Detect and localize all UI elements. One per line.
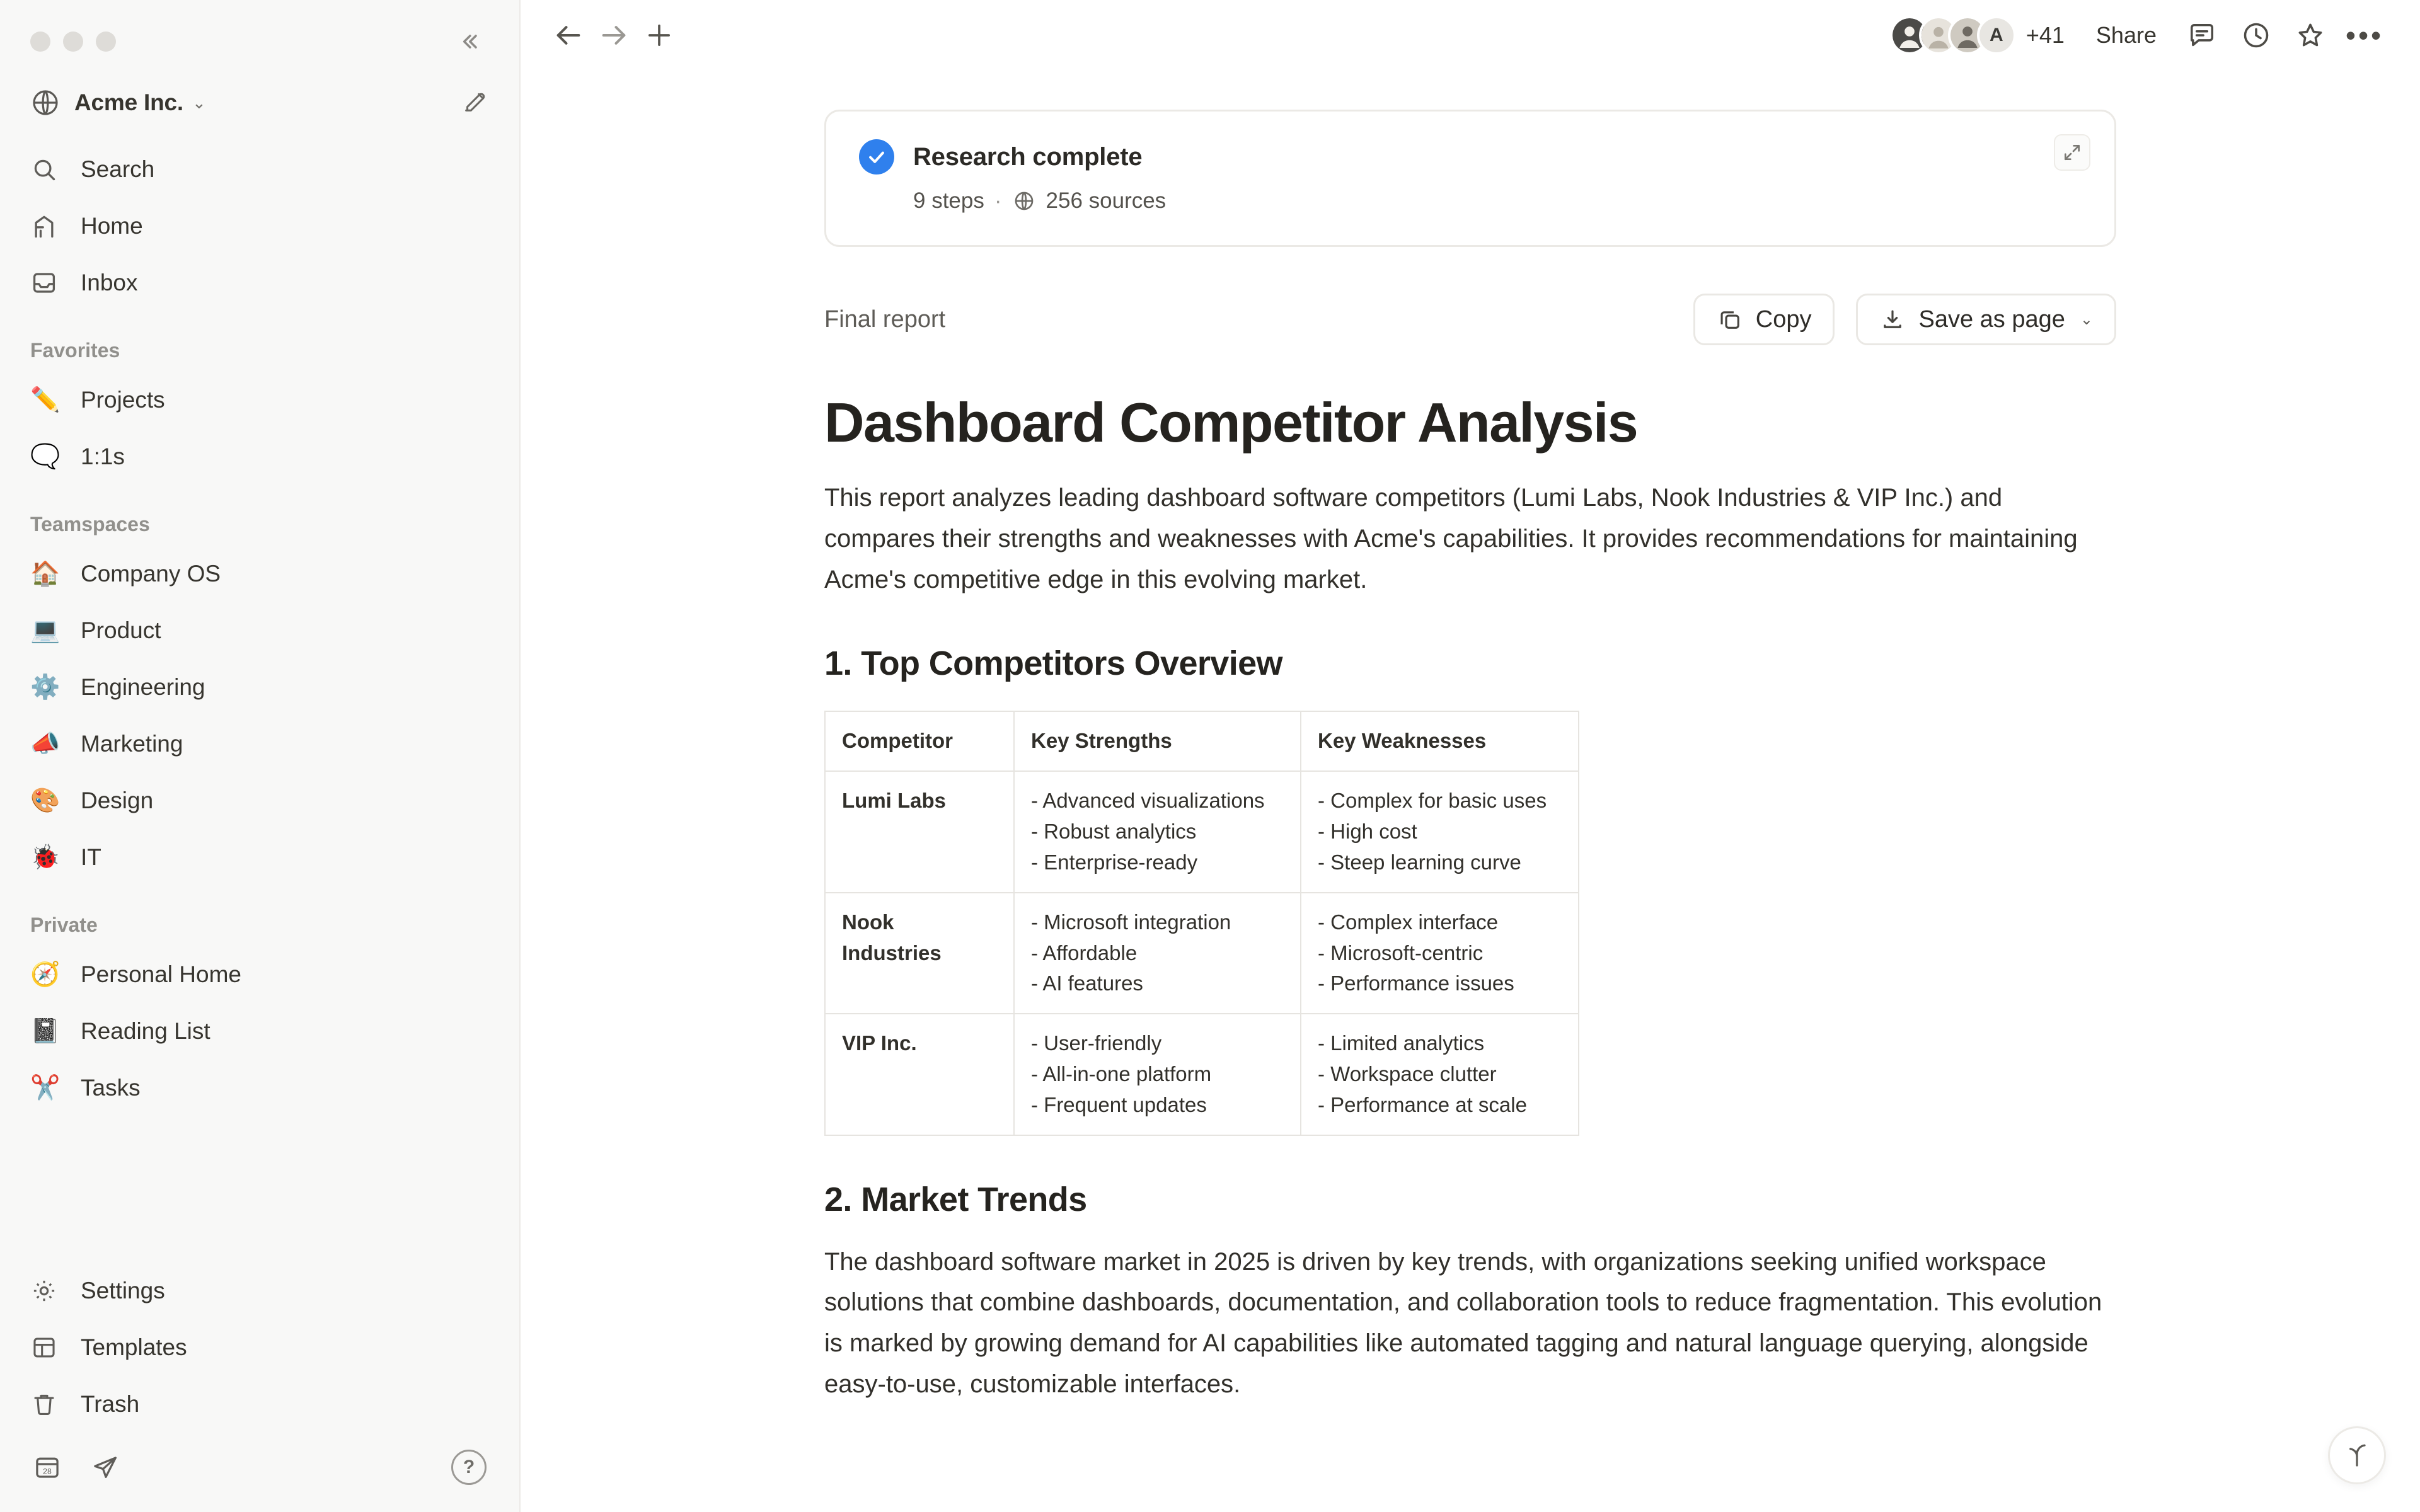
sidebar-item-reading-list[interactable] xyxy=(0,1003,519,1060)
sidebar-utility-bar xyxy=(0,1433,519,1502)
sidebar-item-label: Trash xyxy=(81,1391,140,1417)
house-icon: 🏠 xyxy=(30,561,60,587)
list-item: - Advanced visualizations xyxy=(1031,789,1265,813)
chevron-down-icon[interactable]: ⌄ xyxy=(2080,311,2093,328)
arrow-left-icon[interactable] xyxy=(546,13,591,58)
sidebar-item-projects[interactable] xyxy=(0,372,519,428)
sidebar-item-company-os[interactable] xyxy=(0,546,519,602)
notebook-icon: 📓 xyxy=(30,1018,60,1045)
svg-text:28: 28 xyxy=(43,1467,52,1476)
list-item: - Performance at scale xyxy=(1318,1092,1527,1116)
sidebar-item-home[interactable] xyxy=(0,198,519,255)
section-2-paragraph: The dashboard software market in 2025 is driven by key trends, with organizations seeking unified workspace solutions that combine dashboards, documentation, and collaboration tools to reduce fragmentation. This evolution is marked by growing demand for AI capabilities like automated tagging and natural language querying, alongside easy-to-use, customizable interfaces. xyxy=(824,1247,2102,1399)
sidebar-item-label: Home xyxy=(81,213,143,239)
list-item: - Limited analytics xyxy=(1318,1031,1485,1055)
home-icon xyxy=(30,212,63,240)
table-header-cell: Key Strengths xyxy=(1014,711,1301,771)
plus-icon[interactable] xyxy=(637,13,682,58)
collapse-sidebar-icon[interactable] xyxy=(451,24,487,59)
paper-plane-icon[interactable] xyxy=(91,1453,120,1482)
expand-icon[interactable] xyxy=(2054,134,2090,171)
maximize-window-button[interactable] xyxy=(96,32,116,52)
list-item: - Complex for basic uses xyxy=(1318,789,1547,813)
document-scroll-area[interactable] xyxy=(521,71,2420,1512)
help-icon[interactable]: ? xyxy=(451,1450,487,1485)
list-item: - Microsoft integration xyxy=(1031,910,1231,934)
table-header-row xyxy=(825,711,1579,771)
templates-icon xyxy=(30,1334,63,1361)
compose-icon[interactable] xyxy=(461,86,494,119)
palette-icon: 🎨 xyxy=(30,788,60,814)
globe-icon xyxy=(1012,189,1036,213)
sidebar-item-label: Company OS xyxy=(81,561,221,587)
sidebar-item-label: Personal Home xyxy=(81,961,242,987)
copy-label: Copy xyxy=(1755,306,1812,333)
competitor-name: Nook Industries xyxy=(825,893,1014,1014)
page-title: Dashboard Competitor Analysis xyxy=(824,391,1638,454)
workspace-name: Acme Inc. xyxy=(74,89,183,115)
research-status-meta xyxy=(913,188,2082,214)
table-row xyxy=(825,1014,1579,1135)
sidebar-item-label: Tasks xyxy=(81,1075,141,1101)
ai-sparkle-icon[interactable] xyxy=(2328,1426,2386,1484)
minimize-window-button[interactable] xyxy=(63,32,83,52)
list-item: - Frequent updates xyxy=(1031,1092,1207,1116)
sidebar-item-label: Design xyxy=(81,788,154,813)
sidebar-item-engineering[interactable] xyxy=(0,659,519,716)
sidebar-item-design[interactable] xyxy=(0,772,519,829)
competitor-weaknesses xyxy=(1301,771,1579,892)
pencil-icon: ✏️ xyxy=(30,387,60,413)
final-report-label: Final report xyxy=(824,306,946,333)
list-item: - Steep learning curve xyxy=(1318,850,1521,874)
list-item: - Microsoft-centric xyxy=(1318,941,1484,965)
sidebar-item-settings[interactable] xyxy=(0,1263,519,1319)
competitor-table xyxy=(824,711,1579,1135)
table-header-cell: Competitor xyxy=(825,711,1014,771)
star-icon[interactable] xyxy=(2291,16,2329,54)
table-row xyxy=(825,893,1579,1014)
competitor-strengths xyxy=(1014,771,1301,892)
sidebar-item-label: Marketing xyxy=(81,731,183,757)
scissors-icon: ✂️ xyxy=(30,1075,60,1101)
competitor-strengths xyxy=(1014,893,1301,1014)
sidebar-item-label: Templates xyxy=(81,1334,187,1360)
document-content xyxy=(824,71,2116,1405)
laptop-icon: 💻 xyxy=(30,617,60,644)
report-action-bar xyxy=(824,294,2116,345)
sidebar-section-favorites: Favorites xyxy=(30,338,120,362)
report-buttons xyxy=(1693,294,2116,345)
sidebar xyxy=(0,0,521,1512)
sidebar-item-1on1s[interactable] xyxy=(0,428,519,485)
avatar[interactable]: A xyxy=(1977,16,2016,55)
sidebar-item-label: Settings xyxy=(81,1278,165,1303)
list-item: - Workspace clutter xyxy=(1318,1062,1497,1086)
list-item: - Affordable xyxy=(1031,941,1138,965)
sidebar-item-label: Engineering xyxy=(81,674,205,700)
gear-icon xyxy=(30,1277,63,1305)
sidebar-item-label: Projects xyxy=(81,387,165,413)
research-status-title: Research complete xyxy=(913,142,1143,171)
competitor-strengths xyxy=(1014,1014,1301,1135)
check-circle-icon xyxy=(859,139,894,175)
sidebar-item-label: Reading List xyxy=(81,1018,210,1044)
list-item: - Enterprise-ready xyxy=(1031,850,1198,874)
sidebar-item-marketing[interactable] xyxy=(0,716,519,772)
collaborator-avatars[interactable] xyxy=(1890,16,2016,55)
clock-icon[interactable] xyxy=(2237,16,2275,54)
speech-bubble-icon: 🗨️ xyxy=(30,444,60,470)
search-icon xyxy=(30,156,63,183)
research-status-card xyxy=(824,110,2116,247)
list-item: - Performance issues xyxy=(1318,971,1514,995)
sidebar-item-search[interactable] xyxy=(0,141,519,198)
toolbar-right xyxy=(1890,14,2383,56)
list-item: - Robust analytics xyxy=(1031,820,1197,844)
sidebar-item-it[interactable] xyxy=(0,829,519,886)
competitor-name: VIP Inc. xyxy=(825,1014,1014,1135)
research-sources-count: 256 sources xyxy=(1046,188,1167,213)
gear-emoji-icon: ⚙️ xyxy=(30,674,60,701)
copy-button[interactable] xyxy=(1693,294,1835,345)
list-item: - All-in-one platform xyxy=(1031,1062,1212,1086)
inbox-icon xyxy=(30,269,63,297)
sidebar-item-label: Inbox xyxy=(81,270,138,295)
research-steps-count: 9 steps xyxy=(913,188,984,213)
main-area xyxy=(521,0,2420,1512)
share-button[interactable]: Share xyxy=(2095,22,2157,48)
sidebar-item-inbox[interactable] xyxy=(0,255,519,311)
competitor-weaknesses xyxy=(1301,1014,1579,1135)
primary-nav xyxy=(0,141,519,311)
bug-icon: 🐞 xyxy=(30,844,60,871)
research-status-header xyxy=(859,139,2082,175)
sidebar-item-trash[interactable] xyxy=(0,1376,519,1433)
avatar-overflow-count[interactable]: +41 xyxy=(2025,22,2065,48)
comment-icon[interactable] xyxy=(2183,16,2221,54)
sidebar-section-private: Private xyxy=(30,913,98,936)
table-header-cell: Key Weaknesses xyxy=(1301,711,1579,771)
close-window-button[interactable] xyxy=(30,32,50,52)
top-toolbar xyxy=(521,0,2420,71)
list-item: - AI features xyxy=(1031,971,1143,995)
sidebar-item-personal-home[interactable] xyxy=(0,946,519,1003)
sidebar-item-product[interactable] xyxy=(0,602,519,659)
section-heading-1: 1. Top Competitors Overview xyxy=(824,644,1282,683)
section-heading-2: 2. Market Trends xyxy=(824,1180,1087,1218)
list-item: - User-friendly xyxy=(1031,1031,1162,1055)
compass-icon: 🧭 xyxy=(30,961,60,988)
save-as-page-button[interactable] xyxy=(1856,294,2116,345)
workspace-switcher[interactable] xyxy=(30,81,494,125)
sidebar-item-label: Product xyxy=(81,617,161,643)
competitor-name: Lumi Labs xyxy=(825,771,1014,892)
sidebar-section-teamspaces: Teamspaces xyxy=(30,512,150,536)
sidebar-item-label: 1:1s xyxy=(81,444,125,469)
intro-paragraph: This report analyzes leading dashboard software competitors (Lumi Labs, Nook Industries & VIP Inc.) and compares their strengths and weaknesses with Acme's capabilities. It provides recommendations for maintaining Acme's competitive edge in this evolving market. xyxy=(824,484,2078,593)
sidebar-item-templates[interactable] xyxy=(0,1319,519,1376)
meta-separator: · xyxy=(994,188,1002,213)
sidebar-item-label: Search xyxy=(81,156,155,182)
table-row xyxy=(825,771,1579,892)
sidebar-item-tasks[interactable] xyxy=(0,1060,519,1116)
list-item: - Complex interface xyxy=(1318,910,1499,934)
download-icon xyxy=(1879,306,1906,333)
save-as-page-label: Save as page xyxy=(1918,306,2065,333)
competitor-weaknesses xyxy=(1301,893,1579,1014)
window-traffic-lights xyxy=(0,0,519,58)
more-options-icon[interactable]: ••• xyxy=(2345,18,2384,52)
chevron-down-icon[interactable]: ⌄ xyxy=(192,93,206,112)
trash-icon xyxy=(30,1390,63,1418)
sidebar-item-label: IT xyxy=(81,844,101,870)
arrow-right-icon[interactable] xyxy=(591,13,637,58)
megaphone-icon: 📣 xyxy=(30,731,60,757)
list-item: - High cost xyxy=(1318,820,1417,844)
globe-icon xyxy=(30,88,60,118)
copy-icon xyxy=(1717,306,1743,333)
calendar-icon[interactable] xyxy=(33,1453,62,1482)
sidebar-bottom-nav xyxy=(0,1263,519,1512)
